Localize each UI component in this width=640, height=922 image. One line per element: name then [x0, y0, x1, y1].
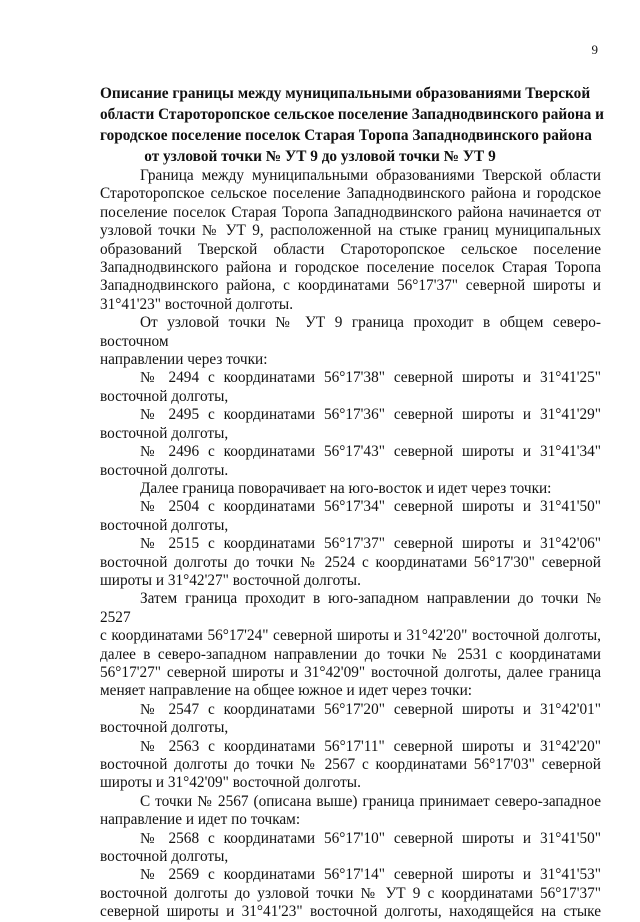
document-body — [100, 167, 601, 922]
body-line: № 2568 с координатами 56°17'10" северной широты и 31°41'50" — [140, 829, 601, 847]
body-line: поселение поселок Старая Торопа Западнодвинского района начинается от — [100, 203, 601, 221]
title-line: Описание границы между муниципальными образованиями Тверской — [100, 85, 591, 102]
body-line: № 2547 с координатами 56°17'20" северной широты и 31°42'01" — [140, 700, 601, 718]
body-line: восточной долготы, — [100, 387, 229, 405]
body-line: северной широты и 31°41'23" восточной долготы, находящейся на стыке — [100, 903, 601, 921]
body-line: № 2563 с координатами 56°17'11" северной широты и 31°42'20" — [140, 737, 601, 755]
body-line: Затем граница проходит в юго-западном направлении до точки № 2527 — [100, 590, 601, 626]
body-line: направление и идет по точкам: — [100, 811, 301, 829]
body-line: узловой точки № УТ 9, расположенной на стыке границ муниципальных — [100, 222, 601, 240]
body-line: образований Тверской области Староторопское сельское поселение — [100, 240, 601, 258]
document-title — [100, 83, 604, 167]
body-line: восточной долготы. — [100, 461, 229, 479]
body-line: восточной долготы до точки № 2567 с координатами 56°17'03" северной — [100, 756, 601, 773]
body-line: широты и 31°42'09" восточной долготы. — [100, 774, 361, 792]
title-line: от узловой точки № УТ 9 до узловой точки № УТ 9 — [144, 148, 496, 165]
body-line: Западнодвинского района и городское поселение поселок Старая Торопа — [100, 259, 601, 277]
body-line: От узловой точки № УТ 9 граница проходит в общем северо-восточном — [100, 314, 601, 350]
body-line: № 2494 с координатами 56°17'38" северной широты и 31°41'25" — [140, 369, 601, 387]
body-line: Староторопское сельское поселение Западнодвинского района и городское — [100, 185, 601, 203]
body-line: Далее граница поворачивает на юго-восток и идет через точки: — [140, 479, 552, 497]
body-line: Западнодвинского района, с координатами 56°17'37" северной широты и — [100, 277, 601, 295]
title-line: городское поселение поселок Старая Торопа Западнодвинского района — [100, 127, 592, 144]
body-line: восточной долготы, — [100, 719, 229, 737]
body-line: С точки № 2567 (описана выше) граница принимает северо-западное — [140, 792, 601, 810]
body-line: с координатами 56°17'24" северной широты и 31°42'20" восточной долготы, — [100, 627, 601, 645]
body-line: восточной долготы до точки № 2524 с координатами 56°17'30" северной — [100, 553, 601, 571]
body-line: № 2515 с координатами 56°17'37" северной широты и 31°42'06" — [140, 535, 601, 553]
body-line: меняет направление на общее южное и идет через точки: — [100, 682, 473, 700]
body-line: № 2495 с координатами 56°17'36" северной широты и 31°41'29" — [140, 406, 601, 424]
body-line: № 2504 с координатами 56°17'34" северной широты и 31°41'50" — [140, 498, 601, 516]
body-line: № 2496 с координатами 56°17'43" северной широты и 31°41'34" — [140, 443, 601, 461]
body-line: № 2569 с координатами 56°17'14" северной широты и 31°41'53" — [140, 866, 601, 884]
body-line: восточной долготы до узловой точки № УТ 9 с координатами 56°17'37" — [100, 884, 601, 902]
body-line: восточной долготы, — [100, 848, 229, 866]
title-line: области Староторопское сельское поселение Западнодвинского района и — [100, 106, 604, 123]
body-line: широты и 31°42'27" восточной долготы. — [100, 571, 361, 589]
body-line: восточной долготы, — [100, 424, 229, 442]
body-line: 31°41'23" восточной долготы. — [100, 295, 294, 313]
body-line: далее в северо-западном направлении до точки № 2531 с координатами — [100, 645, 601, 663]
body-line: восточной долготы, — [100, 516, 229, 534]
page-number: 9 — [591, 42, 598, 57]
body-line: направлении через точки: — [100, 351, 268, 369]
body-line: Граница между муниципальными образованиями Тверской области — [140, 167, 601, 184]
body-line: 56°17'27" северной широты и 31°42'09" восточной долготы, далее граница — [100, 663, 601, 681]
